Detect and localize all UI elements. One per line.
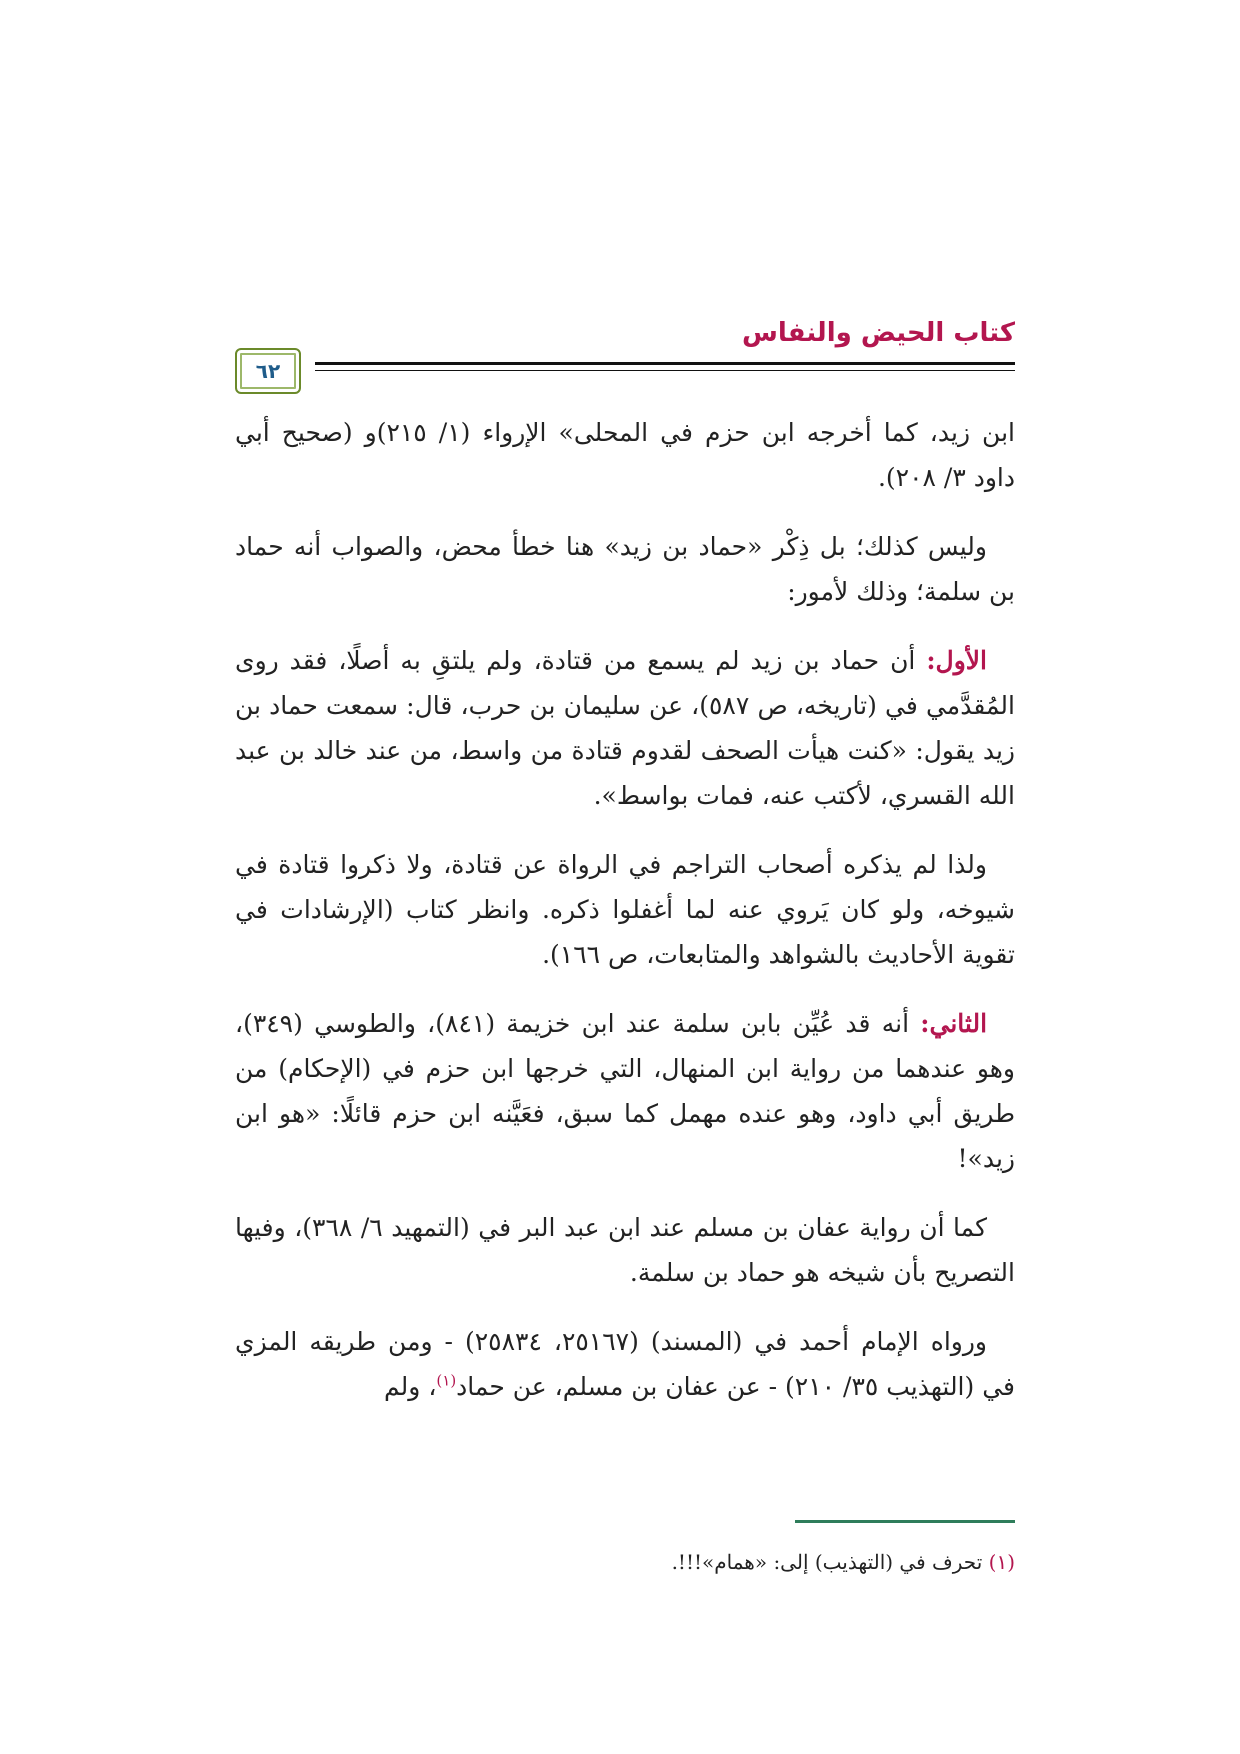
paragraph-2: وليس كذلك؛ بل ذِكْر «حماد بن زيد» هنا خطأ محض، والصواب أنه حماد بن سلمة؛ وذلك لأمور: [235,532,1015,606]
point-label-first: الأول: [926,646,987,675]
paragraph-5 [235,1001,1015,1181]
paragraph-1: ابن زيد، كما أخرجه ابن حزم في المحلى» الإرواء (١/ ٢١٥)و (صحيح أبي داود ٣/ ٢٠٨). [235,418,1015,492]
main-text [235,410,1015,1433]
book-title: كتاب الحيض والنفاس [741,318,1015,348]
paragraph-7-tail: ، ولم [384,1372,437,1401]
point-label-second: الثاني: [920,1009,988,1038]
paragraph-7 [235,1319,1015,1409]
paragraph-5-text: أنه قد عُيِّن بابن سلمة عند ابن خزيمة (٨٤١)، والطوسي (٣٤٩)، وهو عندهما من رواية ابن المنهال، التي خرجها ابن حزم في (الإحكام) من طريق أبي داود، وهو عنده مهمل كما سبق، فعَيَّنه ابن حزم قائلًا: «هو ابن زيد»! [235,1009,1015,1173]
footnote-separator [795,1520,1015,1523]
header-rule [235,362,1015,365]
page-number: ٦٢ [255,359,281,383]
paragraph-4: ولذا لم يذكره أصحاب التراجم في الرواة عن قتادة، ولا ذكروا قتادة في شيوخه، ولو كان يَروي عنه لما أغفلوا ذكره. وانظر كتاب (الإرشادات في تقوية الأحاديث بالشواهد والمتابعات، ص ١٦٦). [235,850,1015,969]
footnote-text: تحرف في (التهذيب) إلى: «همام»!!!. [671,1550,989,1574]
paragraph-3-text: أن حماد بن زيد لم يسمع من قتادة، ولم يلتقِ به أصلًا، فقد روى المُقدَّمي في (تاريخه، ص ٥٨٧)، عن سليمان بن حرب، قال: سمعت حماد بن زيد يقول: «كنت هيأت الصحف لقدوم قتادة من واسط، من عند خالد بن عبد الله القسري، لأكتب عنه، فمات بواسط». [235,646,1015,810]
footnote-number: (١) [988,1550,1015,1574]
page-header [235,318,1015,390]
footnote-reference[interactable]: (١) [436,1371,457,1390]
footnote [235,1545,1015,1579]
header-rule-thin [235,370,1015,371]
paragraph-7-text: ورواه الإمام أحمد في (المسند) (٢٥١٦٧، ٢٥٨٣٤) - ومن طريقه المزي في (التهذيب ٣٥/ ٢١٠) - عن عفان بن مسلم، عن حماد [235,1327,1015,1401]
page-number-badge [235,348,301,394]
paragraph-3 [235,638,1015,818]
paragraph-6: كما أن رواية عفان بن مسلم عند ابن عبد البر في (التمهيد ٦/ ٣٦٨)، وفيها التصريح بأن شيخه هو حماد بن سلمة. [235,1213,1015,1287]
